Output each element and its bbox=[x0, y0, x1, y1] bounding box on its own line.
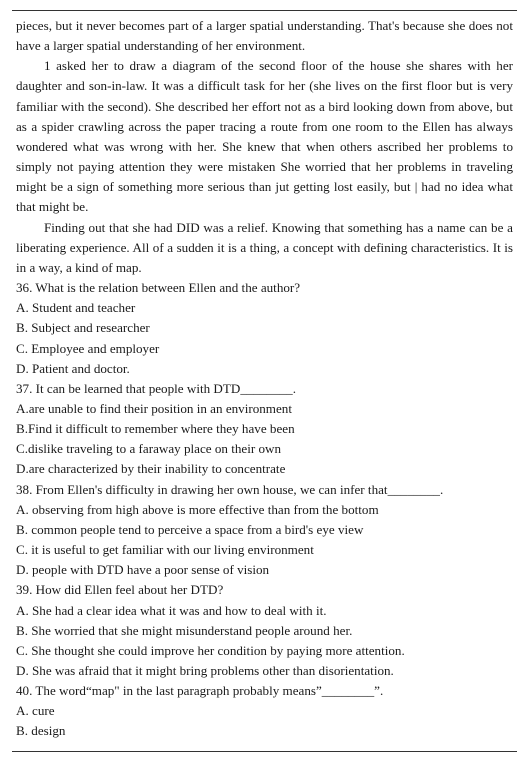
option-c: C. it is useful to get familiar with our living environment bbox=[16, 542, 314, 558]
option-b: B. common people tend to perceive a space from a bird's eye view bbox=[16, 521, 364, 537]
option-b: B. design bbox=[16, 723, 66, 739]
option-d: D. Patient and doctor. bbox=[16, 360, 130, 376]
question-stem: 38. From Ellen's difficulty in drawing her own house, we can infer that________. bbox=[16, 481, 444, 497]
question-stem: 37. It can be learned that people with DTD________. bbox=[16, 380, 296, 396]
passage-paragraph-2: 1 asked her to draw a diagram of the second floor of the house she shares with her daughter and son-in-law. It was a difficult task for her (she lives on the first floor but is very familiar with the second). She described her effort not as a bird looking down from above, but as a spider crawling across the paper tracing a route from one room to the Ellen has always wondered what was wrong with her. She knew that when others ascribed her problems to simply not paying attention they were mistaken She worried that her problems in traveling might be a sign of something more serious than jut getting lost easily, but | had no idea what that might be. bbox=[16, 58, 513, 215]
option-a: A. Student and teacher bbox=[16, 300, 136, 316]
question-stem: 39. How did Ellen feel about her DTD? bbox=[16, 582, 224, 598]
option-a: A. cure bbox=[16, 703, 55, 719]
option-d: D. people with DTD have a poor sense of vision bbox=[16, 562, 270, 578]
question-stem: 36. What is the relation between Ellen and the author? bbox=[16, 280, 301, 296]
option-b: B. She worried that she might misunderstand people around her. bbox=[16, 622, 353, 638]
passage-paragraph-3: Finding out that she had DID was a relief. Knowing that something has a name can be a liberating experience. All of a sudden it is a thing, a concept with defining characteristics. It is in a way, a kind of map. bbox=[16, 219, 513, 275]
option-a: A. observing from high above is more effective than from the bottom bbox=[16, 501, 379, 517]
passage-paragraph-1: pieces, but it never becomes part of a larger spatial understanding. That's because she does not have a larger spatial understanding of her environment. bbox=[16, 18, 513, 54]
option-c: C. Employee and employer bbox=[16, 340, 160, 356]
document-page bbox=[16, 16, 513, 742]
option-a: A. She had a clear idea what it was and how to deal with it. bbox=[16, 602, 327, 618]
bottom-rule bbox=[12, 751, 517, 752]
question-38 bbox=[16, 480, 513, 581]
question-37 bbox=[16, 379, 513, 480]
top-rule bbox=[12, 10, 517, 11]
option-a: A.are unable to find their position in an environment bbox=[16, 400, 292, 416]
question-36 bbox=[16, 278, 513, 379]
option-b: B.Find it difficult to remember where they have been bbox=[16, 421, 295, 437]
option-d: D.are characterized by their inability to concentrate bbox=[16, 461, 286, 477]
option-d: D. She was afraid that it might bring problems other than disorientation. bbox=[16, 663, 394, 678]
option-c: C.dislike traveling to a faraway place on their own bbox=[16, 441, 282, 457]
option-b: B. Subject and researcher bbox=[16, 320, 150, 336]
question-40 bbox=[16, 681, 513, 741]
option-c: C. She thought she could improve her condition by paying more attention. bbox=[16, 642, 405, 658]
question-39 bbox=[16, 580, 513, 681]
question-stem: 40. The word“map" in the last paragraph probably means”________”. bbox=[16, 683, 384, 699]
